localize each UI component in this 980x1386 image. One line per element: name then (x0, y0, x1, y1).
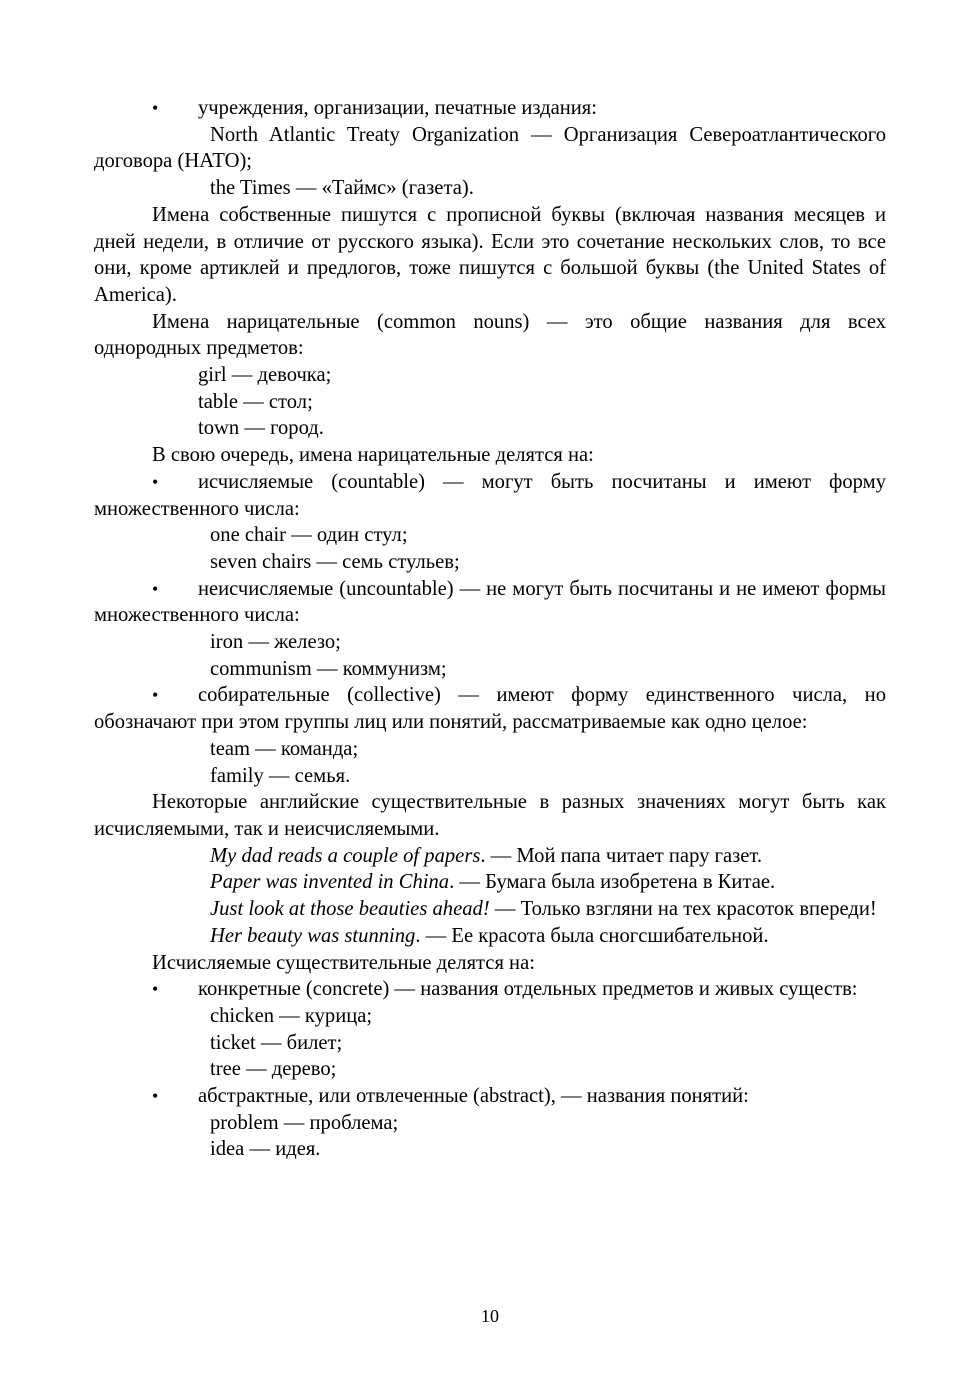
example-table: table — стол; (198, 390, 313, 413)
paragraph-both-types: Некоторые английские существительные в разных значениях могут быть как исчисляемыми, так и неисчисляемыми. (94, 791, 886, 840)
example-tree: tree — дерево; (210, 1058, 337, 1081)
bullet-icon: • (152, 685, 159, 706)
example-one-chair: one chair — один стул; (210, 524, 408, 547)
example-nato: North Atlantic Treaty Organization — Организация Североатлантического договора (НАТО); (94, 123, 886, 173)
paragraph-countable-division: Исчисляемые существительные делятся на: (152, 951, 535, 974)
bullet-countable (94, 469, 886, 522)
example-papers (94, 843, 886, 870)
example-problem: problem — проблема; (210, 1111, 399, 1134)
bullet-text: абстрактные, или отвлеченные (abstract), — названия понятий: (198, 1085, 749, 1108)
example-translation: . — Мой папа читает пару газет. (480, 844, 762, 867)
bullet-institutions (94, 95, 886, 122)
example-communism: communism — коммунизм; (210, 657, 447, 680)
example-beauties (94, 896, 886, 923)
example-family: family — семья. (210, 764, 351, 787)
example-english: Her beauty was stunning (210, 924, 416, 947)
example-girl: girl — девочка; (198, 364, 332, 387)
bullet-text: неисчисляемые (uncountable) — не могут быть посчитаны и не имеют формы множественного числа: (94, 577, 886, 627)
bullet-icon: • (152, 1086, 159, 1107)
example-town: town — город. (198, 417, 324, 440)
bullet-abstract (94, 1083, 886, 1110)
paragraph-common-nouns: Имена нарицательные (common nouns) — это общие названия для всех однородных предметов: (94, 310, 886, 360)
example-translation: . — Бумага была изобретена в Китае. (449, 871, 776, 894)
example-translation: — Только взгляни на тех красоток впереди! (489, 898, 877, 921)
example-team: team — команда; (210, 737, 359, 760)
paragraph-division: В свою очередь, имена нарицательные делятся на: (152, 444, 594, 467)
example-ticket: ticket — билет; (210, 1031, 343, 1054)
bullet-icon: • (152, 578, 159, 599)
page-number: 10 (481, 1306, 499, 1326)
bullet-icon: • (152, 471, 159, 492)
example-idea: idea — идея. (210, 1138, 321, 1161)
example-translation: . — Ее красота была сногсшибательной. (415, 924, 769, 947)
example-beauty (94, 923, 886, 950)
example-english: Paper was invented in China (210, 871, 450, 894)
bullet-text: конкретные (concrete) — названия отдельных предметов и живых существ: (198, 978, 858, 1001)
example-english: Just look at those beauties ahead! (210, 898, 490, 921)
bullet-text: учреждения, организации, печатные издания: (198, 97, 598, 119)
bullet-uncountable (94, 576, 886, 629)
example-iron: iron — железо; (210, 631, 341, 654)
paragraph-proper-nouns: Имена собственные пишутся с прописной буквы (включая названия месяцев и дней недели, в отличие от русского языка). Если это сочетание нескольких слов, то все они, кроме артиклей и предлогов, тоже пишутся с большой буквы (the United States of America). (94, 203, 886, 306)
page-content (94, 95, 886, 1163)
example-paper-china (94, 869, 886, 896)
bullet-concrete (94, 976, 886, 1003)
bullet-icon: • (152, 979, 159, 1000)
bullet-text: собирательные (collective) — имеют форму единственного числа, но обозначают при этом группы лиц или понятий, рассматриваемые как одно целое: (94, 684, 886, 734)
bullet-collective (94, 682, 886, 735)
bullet-text: исчисляемые (countable) — могут быть посчитаны и имеют форму множественного числа: (94, 470, 886, 520)
example-chicken: chicken — курица; (210, 1004, 373, 1027)
example-times: the Times — «Таймс» (газета). (210, 177, 474, 200)
example-english: My dad reads a couple of papers (210, 844, 481, 867)
example-seven-chairs: seven chairs — семь стульев; (210, 550, 460, 573)
bullet-icon: • (152, 98, 159, 118)
